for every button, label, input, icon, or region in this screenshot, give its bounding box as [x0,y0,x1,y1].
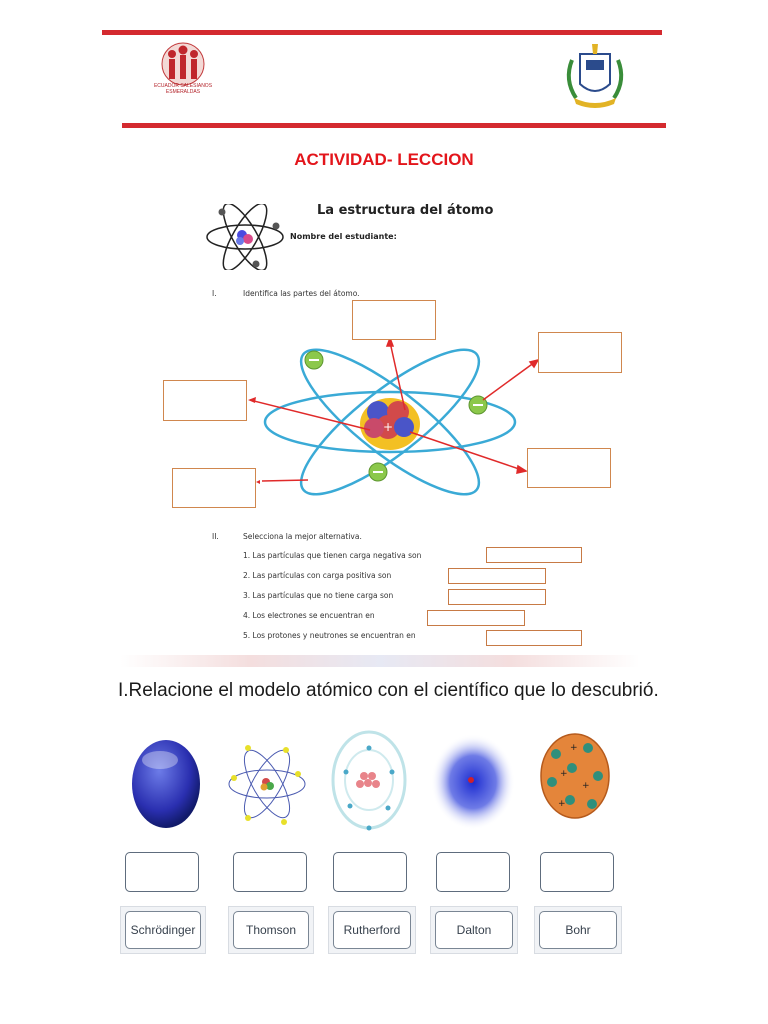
school-logo-text: ECUADOR SALESIANOS ESMERALDAS [153,83,213,95]
atom-label-box-left[interactable] [163,380,247,421]
dalton-model-image [430,732,516,832]
question-5: 5. Los protones y neutrones se encuentran en [243,631,416,640]
svg-text:+: + [570,743,578,753]
atom-label-box-bottom-left[interactable] [172,468,256,508]
section1-numeral: I. [212,289,217,298]
model-answer-box-4[interactable] [436,852,510,892]
answer-box-1[interactable] [486,547,582,563]
scientist-card-thomson[interactable] [228,906,314,954]
scientist-name: Dalton [435,911,513,949]
atom-label-box-right[interactable] [527,448,611,488]
answer-box-3[interactable] [448,589,546,605]
scientist-card-dalton[interactable] [430,906,518,954]
scientist-card-bohr[interactable] [534,906,622,954]
header-bottom-stripe [122,123,666,128]
section3-instruction: I.Relacione el modelo atómico con el científico que lo descubrió. [118,680,659,701]
scientist-name: Thomson [233,911,309,949]
student-name-label: Nombre del estudiante: [290,232,397,241]
header-top-stripe [102,30,662,35]
model-answer-box-2[interactable] [233,852,307,892]
section2-numeral: II. [212,532,219,541]
section2-instruction: Selecciona la mejor alternativa. [243,532,362,541]
question-2: 2. Las partículas con carga positiva son [243,571,392,580]
scientist-name: Rutherford [333,911,411,949]
thomson-model-image [226,734,308,834]
model-answer-box-5[interactable] [540,852,614,892]
question-1: 1. Las partículas que tienen carga negativa son [243,551,422,560]
scientist-name: Schrödinger [125,911,201,949]
decorative-band [120,655,640,667]
model-answer-box-1[interactable] [125,852,199,892]
svg-text:+: + [560,769,568,779]
page-title: ACTIVIDAD- LECCION [294,150,474,169]
answer-box-4[interactable] [427,610,525,626]
atom-label-box-top[interactable] [352,300,436,340]
rutherford-model-image [330,728,408,834]
bohr-model-image [538,730,612,826]
question-4: 4. Los electrones se encuentran en [243,611,375,620]
atom-label-box-top-right[interactable] [538,332,622,373]
section1-instruction: Identifica las partes del átomo. [243,289,360,298]
answer-box-2[interactable] [448,568,546,584]
scientist-card-rutherford[interactable] [328,906,416,954]
worksheet-title: La estructura del átomo [317,203,494,218]
model-answer-box-3[interactable] [333,852,407,892]
svg-text:+: + [558,799,566,809]
question-3: 3. Las partículas que no tiene carga son [243,591,394,600]
svg-text:+: + [582,781,590,791]
atom-small-icon [202,204,288,270]
scientist-card-schrodinger[interactable] [120,906,206,954]
scientist-name: Bohr [539,911,617,949]
schrodinger-model-image [130,738,202,830]
school-crest-right [560,40,630,112]
answer-box-5[interactable] [486,630,582,646]
svg-text:+: + [383,420,394,434]
